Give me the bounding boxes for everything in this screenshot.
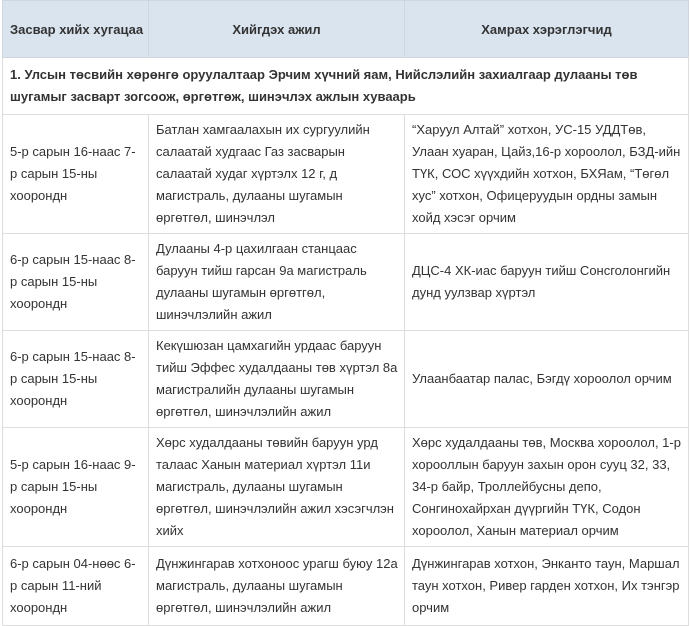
work-cell: Дулааны 4-р цахилгаан станцаас баруун тийш гарсан 9а магистраль дулааны шугамын өргөтгөл, шинэчлэлийн ажил: [149, 234, 405, 331]
header-row: [3, 1, 689, 58]
period-cell: 6-р сарын 15-наас 8-р сарын 15-ны хоорондн: [3, 331, 149, 428]
users-cell: Дүнжингарав хотхон, Энканто таун, Маршал таун хотхон, Ривер гарден хотхон, Их тэнгэр орчим: [405, 547, 689, 626]
period-cell: 5-р сарын 16-наас 7-р сарын 15-ны хоорондн: [3, 115, 149, 234]
period-cell: 6-р сарын 04-нөөс 6-р сарын 11-ний хоорондн: [3, 547, 149, 626]
header-work: Хийгдэх ажил: [149, 1, 405, 58]
period-cell: 6-р сарын 15-наас 8-р сарын 15-ны хоорондн: [3, 234, 149, 331]
work-cell: Хөрс худалдааны төвийн баруун урд талаас Ханын материал хүртэл 11и магистраль, дулааны шугамын өргөтгөл, шинэчлэлийн ажил хэсэгчлэн хийх: [149, 428, 405, 547]
table-header: [3, 1, 689, 58]
table-row: [3, 547, 689, 626]
users-cell: ДЦС-4 ХК-иас баруун тийш Сонсголонгийн дунд уулзвар хүртэл: [405, 234, 689, 331]
section-row: [3, 58, 689, 115]
users-cell: “Харуул Алтай” хотхон, УС-15 УДДТөв, Улаан хуаран, Цайз,16-р хороолол, БЗД-ийн ТҮК, СОС хүүхдийн хотхон, БХЯам, “Төгөл хус” хотхон, Офицеруудын ордны замын хойд хэсэг орчим: [405, 115, 689, 234]
work-cell: Батлан хамгаалахын их сургуулийн салаатай худгаас Газ засварын салаатай худаг хүртэлх 12 г, д магистраль, дулааны шугамын өргөтгөл, шинэчлэл: [149, 115, 405, 234]
users-cell: Хөрс худалдааны төв, Москва хороолол, 1-р хорооллын баруун захын орон сууц 32, 33, 34-р байр, Троллейбусны депо, Сонгинохайрхан дүүргийн ТҮК, Содон хороолол, Ханын материал орчим: [405, 428, 689, 547]
schedule-table-container: [2, 0, 688, 626]
users-cell: Улаанбаатар палас, Бэгдү хороолол орчим: [405, 331, 689, 428]
section-title: 1. Улсын төсвийн хөрөнгө оруулалтаар Эрчим хүчний яам, Нийслэлийн захиалгаар дулааны төв шугамыг засварт зогсоож, өргөтгөж, шинэчлэх ажлын хуваарь: [3, 58, 689, 115]
table-row: [3, 115, 689, 234]
table-row: [3, 234, 689, 331]
repair-schedule-table: [2, 0, 689, 626]
work-cell: Кекүшюзан цамхагийн урдаас баруун тийш Эффес худалдааны төв хүртэл 8а магистралийн дулааны шугамын өргөтгөл, шинэчлэлийн ажил: [149, 331, 405, 428]
header-period: Засвар хийх хугацаа: [3, 1, 149, 58]
table-row: [3, 331, 689, 428]
header-users: Хамрах хэрэглэгчид: [405, 1, 689, 58]
period-cell: 5-р сарын 16-наас 9-р сарын 15-ны хоорондн: [3, 428, 149, 547]
table-body: [3, 58, 689, 626]
table-row: [3, 428, 689, 547]
work-cell: Дүнжингарав хотхоноос урагш буюу 12а магистраль, дулааны шугамын өргөтгөл, шинэчлэлийн ажил: [149, 547, 405, 626]
